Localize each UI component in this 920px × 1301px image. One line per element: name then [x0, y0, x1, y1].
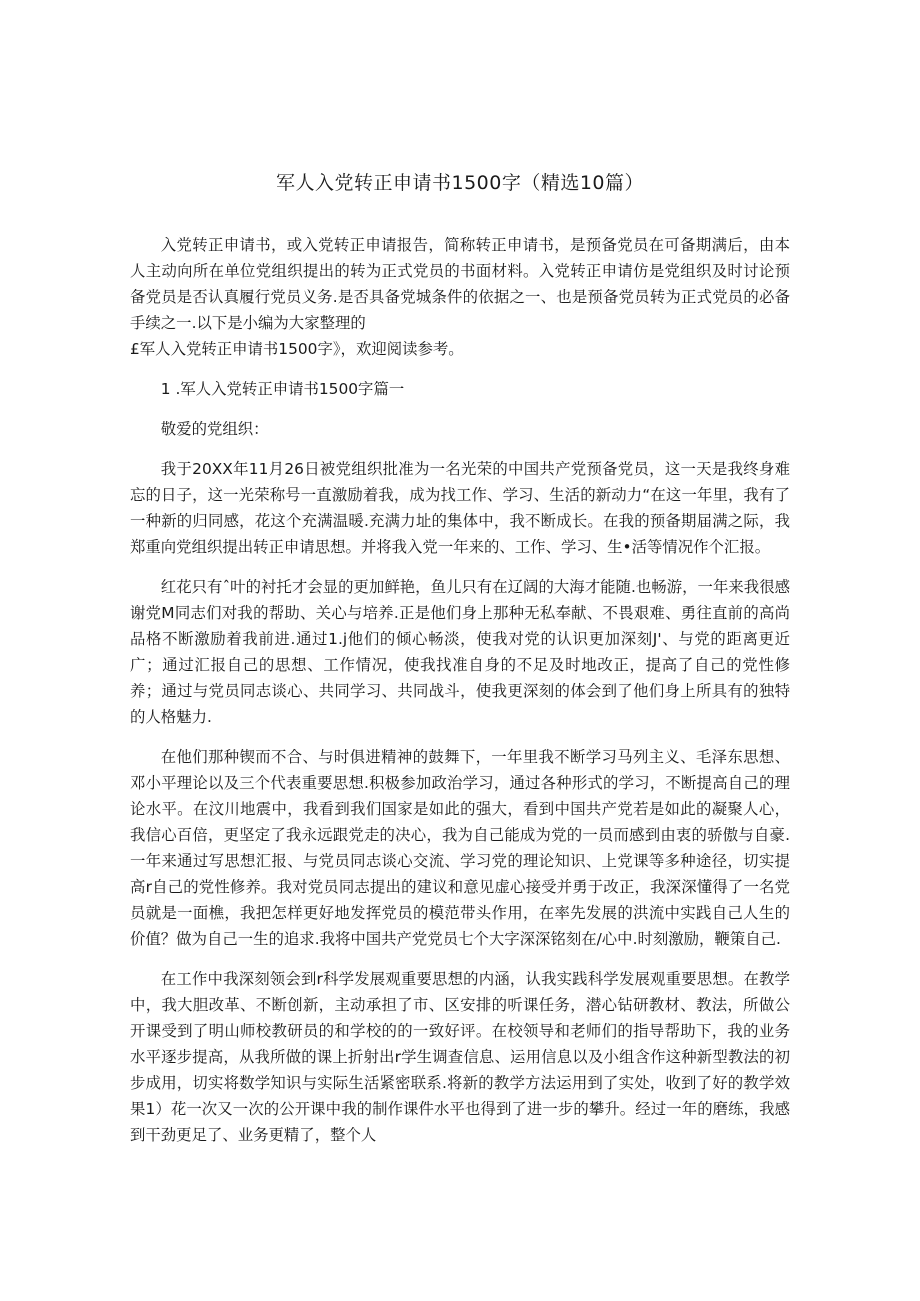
body-paragraph-3: 在他们那种锲而不合、与时俱进精神的鼓舞下，一年里我不断学习马列主义、毛泽东思想、邓小平理论以及三个代表重要思想.积极参加政治学习，通过各种形式的学习，不断提高自己的理论水平。在汶川地震中，我看到我们国家是如此的强大，看到中国共产党若是如此的凝聚人心，我信心百倍，更坚定了我永远跟党走的决心，我为自己能成为党的一员而感到由衷的骄傲与自豪.一年来通过写思想汇报、与党员同志谈心交流、学习党的理论知识、上党课等多种途径，切实提高r自己的党性修养。我对党员同志提出的建议和意见虚心接受并勇于改正，我深深懂得了一名党员就是一面樵，我把怎样更好地发挥党员的模范带头作用，在率先发展的洪流中实践自己人生的价值？做为自己一生的追求.我将中国共产党党员七个大字深深铭刻在/心中.时刻激励，鞭策自己. — [130, 748, 790, 948]
document-title: 军人入党转正申请书1500字（精选10篇） — [275, 172, 645, 194]
document-body — [130, 232, 790, 1162]
intro-paragraph — [130, 232, 790, 362]
body-paragraph-2: 红花只有ˆ叶的衬托才会显的更加鲜艳，鱼儿只有在辽阔的大海才能随.也畅游，一年来我很感谢党M同志们对我的帮助、关心与培养.正是他们身上那种无私奉献、不畏艰难、勇往直前的高尚品格不断激励着我前进.通过1.j他们的倾心畅淡，使我对党的认识更加深刻J'、与党的距离更近广；通过汇报自己的思想、工作情况，使我找准自身的不足及时地改正，提高了自己的党性修养；通过与党员同志谈心、共同学习、共同战斗，使我更深刻的体会到了他们身上所具有的独特的人格魅力. — [130, 578, 790, 726]
intro-end-text: £军人入党转正申请书1500字》，欢迎阅读参考。 — [130, 340, 464, 358]
salutation: 敬爱的党组织： — [160, 420, 269, 438]
section-heading: 1 .军人入党转正申请书1500字篇一 — [160, 380, 405, 398]
intro-text: 入党转正申请书，或入党转正申请报告，简称转正申请书，是预备党员在可备期满后，由本人主动向所在单位党组织提出的转为正式党员的书面材料。入党转正申请仿是党组织及时讨论预备党员是否认真履行党员义务.是否具备党城条件的依据之一、也是预备党员转为正式党员的必备手续之一.以下是小编为大家整理的 — [130, 236, 790, 332]
body-paragraph-4: 在工作中我深刻领会到r科学发展观重要思想的内涵，认我实践科学发展观重要思想。在教学中，我大胆改革、不断创新，主动承担了市、区安排的听课任务，潜心钻研教材、教法，所做公开课受到了明山师校教研员的和学校的的一致好评。在校领导和老师们的指导帮助下，我的业务水平逐步提高，从我所做的课上折射出r学生调查信息、运用信息以及小组含作这种新型教法的初步成用，切实将数学知识与实际生活紧密联系.将新的教学方法运用到了实处，收到了好的教学效果1）花一次又一次的公开课中我的制作课件水平也得到了进一步的攀升。经过一年的磨练，我感到干劲更足了、业务更精了，整个人 — [130, 970, 790, 1144]
body-paragraph-1: 我于20XX年11月26日被党组织批准为一名光荣的中国共产党预备党员，这一天是我终身难忘的日子，这一光荣称号一直激励着我，成为找工作、学习、生活的新动力“在这一年里，我有了一种新的归同感，花这个充满温暖.充满力址的集体中，我不断成长。在我的预备期届满之际，我郑重向党组织提出转正申请思想。并将我入党一年来的、工作、学习、生•活等情况作个汇报。 — [130, 460, 790, 556]
